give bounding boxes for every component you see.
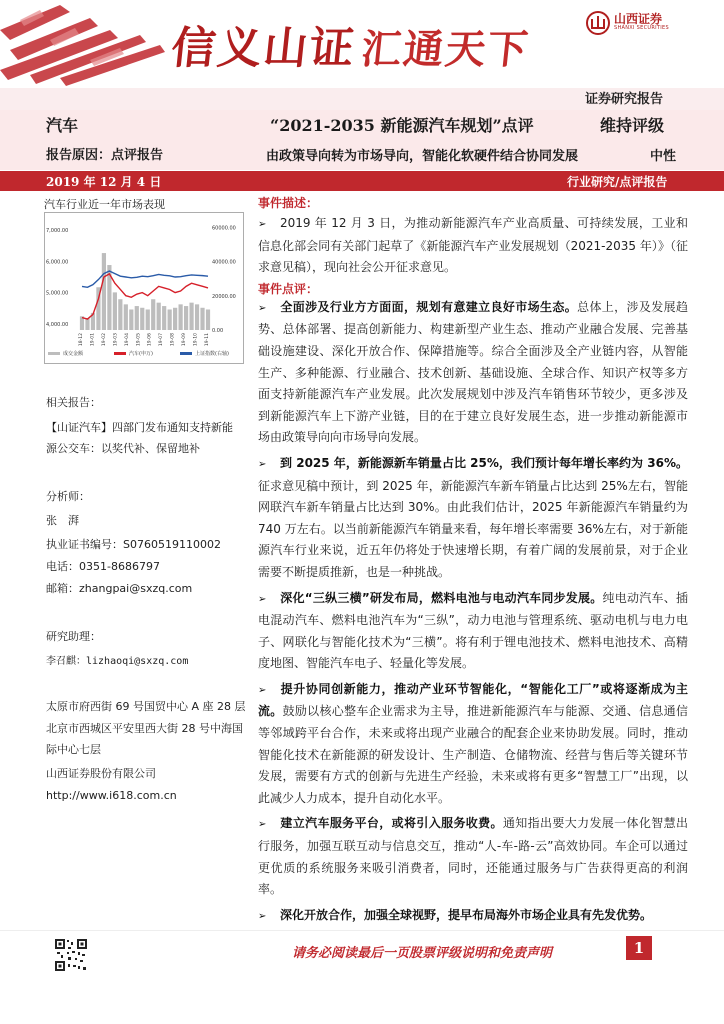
volume-bar	[102, 253, 106, 330]
y-right-tick: 60000.00	[212, 225, 236, 232]
x-tick: 19-07	[159, 333, 165, 347]
point-1: ➢ 全面涉及行业方方面面，规划有意建立良好市场生态。总体上，涉及发展趋势、总体部署、提高创新能力、构建新型产业生态、推动产业融合发展、完善基础设施建设、深化开放合作、保障措施等。综合全面涉及全产业链内容，从智能生产、多种能源、行业融合、技术创新、基础设施、全球合作、知识产权等多方面支持新能源汽车产业发展。此次发展规划中涉及汽车销售环节较少，更多涉及到新能源汽车上下游产业链，目的在于建立良好发展生态，进一步推动新能源市场由政策导向向市场导向发展。	[258, 299, 688, 445]
volume-bar	[157, 303, 161, 330]
qr-code-icon	[54, 938, 88, 972]
assistant-label: 研究助理：	[46, 630, 101, 643]
page-number: 1	[626, 936, 652, 960]
y-right-tick: 20000.00	[212, 293, 236, 300]
volume-bar	[118, 299, 122, 330]
report-subtitle: 由政策导向转为市场导向，智能化软硬件结合协同发展	[266, 149, 579, 164]
legend-swatch	[180, 352, 192, 355]
rating-value: 中性	[650, 149, 677, 164]
x-tick: 19-11	[205, 333, 210, 347]
address-taiyuan: 太原市府西街 69 号国贸中心 A 座 28 层	[46, 700, 246, 713]
y-right-tick: 40000.00	[212, 259, 236, 266]
x-tick: 19-02	[101, 333, 107, 347]
arrow-icon: ➢	[258, 910, 267, 922]
report-title: “2021-2035 新能源汽车规划”点评	[270, 116, 534, 135]
y-left-tick: 7,000.00	[46, 228, 69, 235]
volume-bar	[184, 306, 188, 330]
point-2: ➢ 到 2025 年，新能源新车销量占比 25%，我们预计每年增长率约为 36%。征求意见稿中预计，到 2025 年，新能源汽车新车销量占比达到 25%左右，智能网联汽车新车销量占比达到 30%。由此我们估计，2025 年新能源汽车销量约为 740 万左右。以当前新能源汽车销量来看，每年增长率需要 36%左右，对于新能源汽车行业来说，近五年仍将处于快速增长期，有着广阔的发展前景，对于企业需要不断提质推新，也是一种挑战。	[258, 455, 688, 579]
point-3: ➢ 深化“三纵三横”研发布局，燃料电池与电动汽车同步发展。纯电动汽车、插电混动汽车、燃料电池汽车为“三纵”，动力电池与管理系统、驱动电机与电力电子、网联化与智能化技术为“三横”。将有利于锂电池技术、燃料电池技术、高精度地图、智能汽车电子、轻量化等发展。	[258, 590, 688, 671]
volume-bar	[151, 299, 155, 330]
rating-label: 维持评级	[600, 116, 665, 135]
y-left-tick: 6,000.00	[46, 259, 69, 266]
arrow-icon: ➢	[258, 302, 267, 314]
volume-bar	[113, 292, 117, 330]
legend-label: 上证指数(右轴)	[195, 351, 229, 357]
analyst-label: 分析师：	[46, 490, 90, 503]
analyst-email[interactable]: 邮箱：zhangpai@sxzq.com	[46, 582, 193, 595]
analyst-name: 张 湃	[46, 514, 79, 527]
y-right-tick: 0.00	[212, 328, 224, 334]
volume-bar	[129, 309, 133, 330]
x-tick: 19-05	[136, 333, 142, 347]
related-report-cont: 源公交车：以奖代补、保留地补	[46, 442, 200, 455]
report-category: 行业研究/点评报告	[567, 175, 668, 189]
company-name: 山西证券股份有限公司	[46, 767, 156, 780]
disclaimer-text: 请务必阅读最后一页股票评级说明和免责声明	[292, 946, 553, 961]
point-5: ➢ 建立汽车服务平台，或将引入服务收费。通知指出要大力发展一体化智慧出行服务，加强互联互动与信息交互，推动“人-车-路-云”高效协同。车企可以通过更优质的系统服务来吸引消费者，同时，还能通过服务与广告获得更高的利润率。	[258, 816, 688, 897]
x-tick: 19-04	[124, 333, 130, 347]
x-tick: 19-03	[113, 333, 119, 347]
volume-bar	[140, 308, 144, 330]
volume-bar	[135, 306, 139, 330]
y-left-tick: 5,000.00	[46, 290, 69, 297]
footer-divider	[0, 930, 724, 931]
main-body	[258, 194, 688, 927]
point-4: ➢ 提升协同创新能力，推动产业环节智能化，“智能化工厂”或将逐渐成为主流。鼓励以核心整车企业需求为主导，推进新能源汽车与能源、交通、信息通信等邻域跨平台合作，未来或将出现产业融合的配套企业来协助发展。同时，推动智能化技术在新能源的研发设计、生产制造、仓储物流、经营与售后等关键环节发展，需要有方式的创新与先进生产经验，未来或将有更多“智慧工厂”出现，以此减少人力成本，提升自动化水平。	[258, 681, 688, 805]
address-beijing: 北京市西城区平安里西大街 28 号中海国	[46, 722, 243, 735]
logo-en: SHANXI SECURITIES	[614, 25, 669, 31]
volume-bar	[124, 304, 128, 330]
event-paragraph: ➢ 2019 年 12 月 3 日，为推动新能源汽车产业高质量、可持续发展，工业和信息化部会同有关部门起草了《新能源汽车产业发展规划（2021-2035 年）》（征求意见稿），现向社会公开征求意见。	[258, 216, 688, 275]
arrow-icon: ➢	[258, 219, 267, 230]
legend-swatch	[48, 352, 60, 355]
x-tick: 19-10	[193, 333, 199, 347]
arrow-icon: ➢	[258, 819, 267, 831]
volume-bar	[195, 304, 199, 330]
volume-bar	[200, 308, 204, 330]
slogan: 信义山证汇通天下	[168, 23, 532, 74]
volume-bar	[189, 303, 193, 330]
report-date: 2019 年 12 月 4 日	[46, 175, 162, 189]
volume-bar	[168, 309, 172, 330]
legend-swatch	[114, 352, 126, 355]
market-chart	[44, 212, 244, 364]
volume-bar	[206, 309, 210, 330]
volume-bar	[179, 304, 183, 330]
x-tick: 19-09	[182, 333, 188, 347]
report-reason: 报告原因：点评报告	[46, 148, 164, 163]
company-url[interactable]: http://www.i618.com.cn	[46, 789, 177, 802]
chart-title: 汽车行业近一年市场表现	[44, 198, 165, 211]
logo-name: 山西证券	[614, 12, 663, 26]
x-tick: 19-08	[170, 333, 176, 347]
volume-bar	[146, 309, 150, 330]
arrow-icon: ➢	[258, 684, 267, 696]
volume-bar	[173, 308, 177, 330]
y-left-tick: 4,000.00	[46, 321, 69, 328]
report-type: 证券研究报告	[585, 92, 664, 107]
x-tick: 18-12	[79, 333, 84, 347]
sector-label: 汽车	[46, 116, 79, 135]
x-tick: 19-01	[90, 333, 96, 347]
volume-bar	[162, 306, 166, 330]
address-beijing-cont: 际中心七层	[46, 743, 101, 756]
x-tick: 19-06	[147, 333, 153, 347]
related-report-link[interactable]: 【山证汽车】四部门发布通知支持新能	[46, 421, 233, 434]
legend-label: 成交金额	[63, 351, 84, 357]
analyst-cert: 执业证书编号：S0760519110002	[46, 538, 221, 551]
arrow-icon: ➢	[258, 458, 267, 470]
chart-frame	[45, 213, 244, 364]
analyst-phone: 电话：0351-8686797	[46, 560, 160, 573]
volume-bar	[85, 318, 89, 330]
arrow-icon: ➢	[258, 593, 267, 605]
assistant-contact: 李召麒：lizhaoqi@sxzq.com	[46, 656, 189, 667]
event-heading: 事件描述：	[258, 196, 319, 210]
related-label: 相关报告：	[46, 396, 101, 409]
point-6: ➢ 深化开放合作，加强全球视野，提早布局海外市场企业具有先发优势。	[258, 905, 688, 928]
legend-label: 汽车(申万)	[129, 351, 153, 357]
comment-heading: 事件点评：	[258, 281, 319, 296]
